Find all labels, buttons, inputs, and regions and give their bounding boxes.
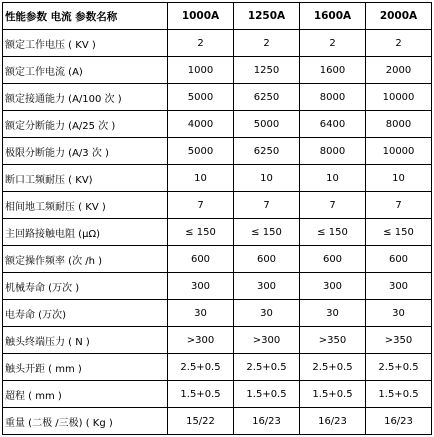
row-label: 电寿命 (万次)	[3, 300, 168, 327]
row-value: 2	[168, 30, 234, 57]
header-cell-param: 性能参数 电流 参数名称	[3, 3, 168, 30]
row-value: >300	[168, 327, 234, 354]
row-value: 600	[366, 246, 432, 273]
row-value: 1000	[168, 57, 234, 84]
row-value: 2.5+0.5	[234, 354, 300, 381]
row-label: 主回路接触电阻 (μΩ)	[3, 219, 168, 246]
row-value: 30	[168, 300, 234, 327]
row-value: 6250	[234, 138, 300, 165]
table-row	[3, 111, 432, 138]
row-value: ≤ 150	[234, 219, 300, 246]
row-value: 16/23	[234, 408, 300, 435]
row-value: >350	[300, 327, 366, 354]
row-value: 16/23	[366, 408, 432, 435]
row-value: 5000	[168, 84, 234, 111]
row-value: 30	[234, 300, 300, 327]
row-label: 额定分断能力 (A/25 次 )	[3, 111, 168, 138]
header-cell-2000a: 2000A	[366, 3, 432, 30]
row-value: 1.5+0.5	[234, 381, 300, 408]
row-label: 额定工作电流 (A)	[3, 57, 168, 84]
table-header-row	[3, 3, 432, 30]
row-value: 1.5+0.5	[168, 381, 234, 408]
table-row	[3, 219, 432, 246]
header-cell-1000a: 1000A	[168, 3, 234, 30]
row-value: ≤ 150	[300, 219, 366, 246]
row-label: 超程 ( mm )	[3, 381, 168, 408]
row-label: 触头终端压力 ( N )	[3, 327, 168, 354]
table-row	[3, 138, 432, 165]
row-value: 600	[168, 246, 234, 273]
row-value: 6250	[234, 84, 300, 111]
row-label: 额定操作频率 (次 /h )	[3, 246, 168, 273]
row-value: 300	[168, 273, 234, 300]
row-value: 1.5+0.5	[366, 381, 432, 408]
row-value: 10000	[366, 84, 432, 111]
table-row	[3, 165, 432, 192]
row-value: 4000	[168, 111, 234, 138]
row-value: ≤ 150	[366, 219, 432, 246]
header-cell-1250a: 1250A	[234, 3, 300, 30]
row-value: ≤ 150	[168, 219, 234, 246]
row-label: 触头开距 ( mm )	[3, 354, 168, 381]
row-value: 10	[300, 165, 366, 192]
header-cell-1600a: 1600A	[300, 3, 366, 30]
row-value: 2	[366, 30, 432, 57]
row-value: 16/23	[300, 408, 366, 435]
row-value: >350	[366, 327, 432, 354]
table-row	[3, 84, 432, 111]
row-value: 7	[366, 192, 432, 219]
row-label: 极限分断能力 (A/3 次 )	[3, 138, 168, 165]
row-label: 额定接通能力 (A/100 次 )	[3, 84, 168, 111]
row-value: 1.5+0.5	[300, 381, 366, 408]
row-value: 5000	[234, 111, 300, 138]
row-value: 8000	[300, 138, 366, 165]
row-value: 8000	[366, 111, 432, 138]
table-row	[3, 381, 432, 408]
row-value: 2	[300, 30, 366, 57]
row-label: 机械寿命 (万次 )	[3, 273, 168, 300]
row-value: 1600	[300, 57, 366, 84]
row-label: 额定工作电压 ( KV )	[3, 30, 168, 57]
row-value: 5000	[168, 138, 234, 165]
table-row	[3, 354, 432, 381]
table-row	[3, 57, 432, 84]
row-value: 2.5+0.5	[300, 354, 366, 381]
table-row	[3, 408, 432, 435]
table-row	[3, 30, 432, 57]
row-value: 6400	[300, 111, 366, 138]
row-value: 2000	[366, 57, 432, 84]
row-value: 7	[300, 192, 366, 219]
row-value: 600	[300, 246, 366, 273]
row-value: 10	[366, 165, 432, 192]
row-value: 300	[300, 273, 366, 300]
spec-table	[2, 2, 432, 435]
table-row	[3, 300, 432, 327]
spec-table-body	[3, 3, 432, 435]
row-value: 2.5+0.5	[168, 354, 234, 381]
row-value: 1250	[234, 57, 300, 84]
row-value: 600	[234, 246, 300, 273]
row-label: 相间地工频耐压 ( KV )	[3, 192, 168, 219]
row-value: 2	[234, 30, 300, 57]
table-row	[3, 246, 432, 273]
row-value: 30	[366, 300, 432, 327]
row-value: 10	[168, 165, 234, 192]
table-row	[3, 327, 432, 354]
row-value: 15/22	[168, 408, 234, 435]
row-value: >300	[234, 327, 300, 354]
row-value: 30	[300, 300, 366, 327]
row-value: 300	[366, 273, 432, 300]
row-label: 断口工频耐压 ( KV)	[3, 165, 168, 192]
table-row	[3, 273, 432, 300]
table-row	[3, 192, 432, 219]
row-value: 7	[168, 192, 234, 219]
row-value: 10000	[366, 138, 432, 165]
row-value: 8000	[300, 84, 366, 111]
row-value: 2.5+0.5	[366, 354, 432, 381]
row-label: 重量 (二极 /三极) ( Kg )	[3, 408, 168, 435]
row-value: 10	[234, 165, 300, 192]
row-value: 7	[234, 192, 300, 219]
row-value: 300	[234, 273, 300, 300]
